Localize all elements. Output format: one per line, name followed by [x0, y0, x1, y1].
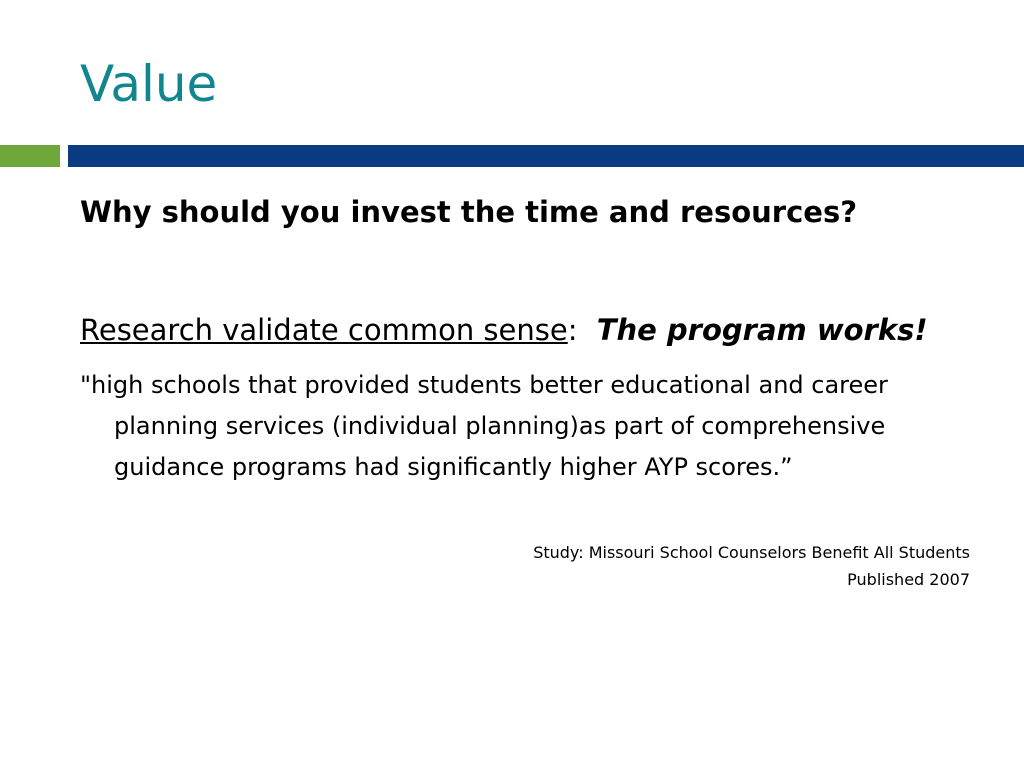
accent-bar-green — [0, 145, 60, 167]
research-colon: : — [567, 313, 578, 347]
research-claim: The program works! — [596, 313, 928, 347]
citation-study: Study: Missouri School Counselors Benefit All Students — [533, 543, 970, 562]
slide-title: Value — [80, 55, 218, 113]
question-heading: Why should you invest the time and resources? — [80, 195, 858, 229]
research-line — [80, 310, 928, 350]
study-quote: "high schools that provided students better educational and career planning services (individual planning)as part of comprehensive guidance programs had significantly higher AYP scores.” — [80, 371, 888, 481]
citation-published: Published 2007 — [847, 570, 970, 589]
citation — [533, 539, 970, 593]
research-label: Research validate common sense — [80, 313, 568, 347]
accent-bar-blue — [68, 145, 1024, 167]
